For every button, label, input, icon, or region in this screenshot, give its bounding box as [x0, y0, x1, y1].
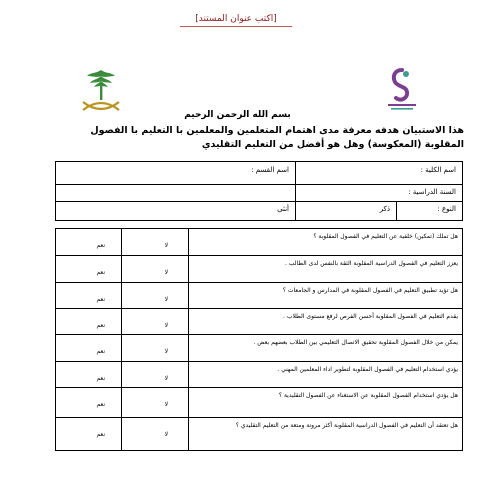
answer-yes-cell[interactable]	[56, 362, 121, 387]
question-text: يمكن من خلال الفصول المقلوبة تحقيق الاتصال التعليمي بين الطلاب بعضهم بعض .	[188, 335, 462, 361]
answer-yes-label: نعم	[96, 269, 105, 276]
gender-male-option[interactable]	[295, 201, 396, 220]
answer-yes-label: نعم	[96, 296, 105, 303]
answer-yes-cell[interactable]	[56, 256, 121, 282]
question-text: هل تعتقد أن التعليم في الفصول الدراسية المقلوبة أكثر مرونة ومتعة من التعليم التقليدي ؟	[188, 418, 462, 450]
department-name-field[interactable]	[56, 162, 295, 184]
question-row	[56, 256, 462, 283]
answer-yes-label: نعم	[96, 375, 105, 382]
question-row	[56, 229, 462, 256]
question-text: هل تؤيد تطبيق التعليم في الفصول المقلوبة في المدارس و الجامعات ؟	[188, 283, 462, 308]
answer-no-cell[interactable]	[121, 362, 188, 387]
answer-no-cell[interactable]	[121, 309, 188, 334]
answer-no-cell[interactable]	[121, 418, 188, 450]
answer-no-cell[interactable]	[121, 335, 188, 361]
college-name-label: اسم الكلية :	[420, 166, 456, 174]
question-text: يقدم التعليم في الفصول المقلوبة أحسن الفرص لرفع مستوى الطلاب .	[188, 309, 462, 334]
academic-year-value[interactable]	[56, 184, 295, 201]
academic-year-label: السنة الدراسية :	[408, 188, 456, 196]
question-text: يؤدي استخدام التعليم في الفصول المقلوبة لتطوير اداء المعلمين المهني .	[188, 362, 462, 387]
question-row	[56, 283, 462, 309]
gender-label-cell	[396, 201, 462, 220]
answer-no-label: لا	[164, 322, 168, 329]
question-row	[56, 335, 462, 362]
gender-female-label: أنثى	[277, 205, 289, 213]
answer-no-label: لا	[164, 269, 168, 276]
gender-male-label: ذكر	[379, 205, 390, 213]
question-text: هل يؤدي استخدام الفصول المقلوبة عن الاستغناء عن الفصول التقليدية ؟	[188, 388, 462, 417]
college-name-field[interactable]	[295, 162, 462, 184]
ministry-logo-icon	[380, 64, 424, 116]
answer-no-label: لا	[164, 348, 168, 355]
answer-yes-cell[interactable]	[56, 229, 121, 255]
answer-yes-label: نعم	[96, 322, 105, 329]
saudi-emblem-icon	[73, 66, 129, 118]
answer-no-label: لا	[164, 375, 168, 382]
answer-yes-cell[interactable]	[56, 418, 121, 450]
answer-yes-label: نعم	[96, 401, 105, 408]
department-name-label: اسم القسم :	[251, 166, 289, 174]
answer-yes-label: نعم	[96, 242, 105, 249]
info-row-year	[55, 184, 463, 202]
questions-table	[55, 228, 463, 451]
questionnaire-heading: هذا الاستبيان هدفه معرفة مدى اهتمام المتعلمين والمعلمين با التعليم با الفصول المقلوبة (المعكوسة) وهل هو أفضل من التعليم التقليدي	[90, 125, 464, 150]
answer-no-label: لا	[164, 242, 168, 249]
answer-no-label: لا	[164, 401, 168, 408]
gender-label: النوع :	[437, 205, 456, 213]
document-title[interactable]: [اكتب عنوان المستند]	[180, 14, 292, 27]
answer-no-cell[interactable]	[121, 256, 188, 282]
answer-yes-cell[interactable]	[56, 388, 121, 417]
answer-yes-cell[interactable]	[56, 283, 121, 308]
info-row-gender	[55, 201, 463, 221]
answer-no-cell[interactable]	[121, 283, 188, 308]
question-text: هل تملك (تمكين) خلفية عن التعليم في الفصول المقلوبة ؟	[188, 229, 462, 255]
basmala: بسم الله الرحمن الرحيم	[184, 110, 291, 120]
answer-no-cell[interactable]	[121, 388, 188, 417]
answer-yes-label: نعم	[96, 431, 105, 438]
answer-yes-cell[interactable]	[56, 335, 121, 361]
answer-yes-cell[interactable]	[56, 309, 121, 334]
question-row	[56, 362, 462, 388]
answer-no-cell[interactable]	[121, 229, 188, 255]
question-row	[56, 418, 462, 450]
answer-yes-label: نعم	[96, 348, 105, 355]
answer-no-label: لا	[164, 296, 168, 303]
question-row	[56, 388, 462, 418]
academic-year-field[interactable]	[295, 184, 462, 201]
question-text: يعزز التعليم في الفصول الدراسية المقلوبة الثقة بالنفس لدى الطالب .	[188, 256, 462, 282]
answer-no-label: لا	[164, 431, 168, 438]
question-row	[56, 309, 462, 335]
info-row-college	[55, 161, 463, 185]
gender-female-option[interactable]	[56, 201, 295, 220]
